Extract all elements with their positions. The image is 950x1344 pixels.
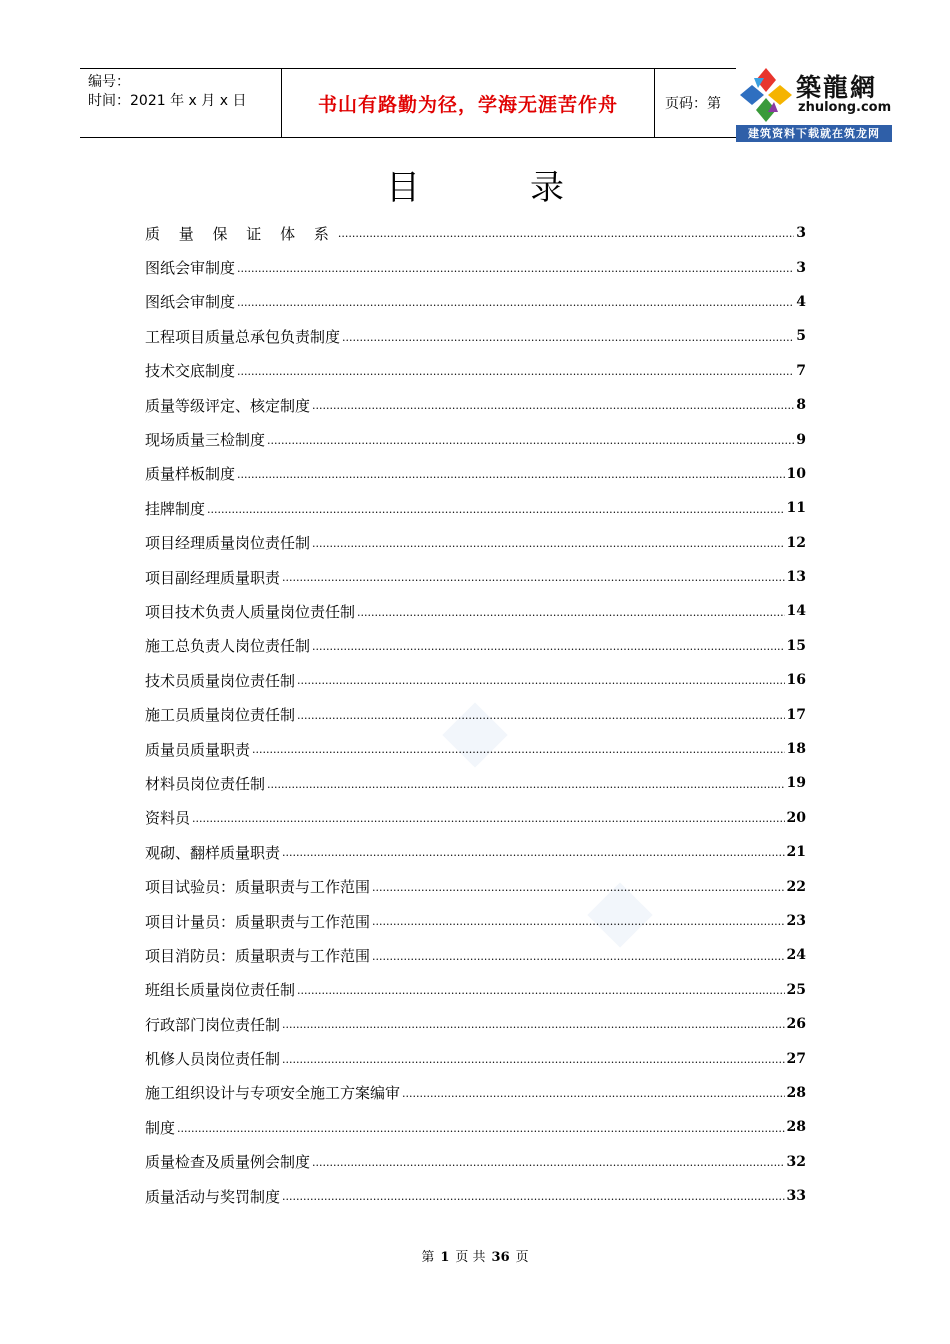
toc-entry-page: 11 [786, 500, 806, 517]
toc-entry-page: 16 [786, 672, 806, 689]
toc-entry-title: 项目计量员：质量职责与工作范围 [145, 912, 371, 931]
toc-entry[interactable] [145, 285, 806, 319]
toc-entry-title: 质 量 保 证 体 系 [145, 224, 336, 243]
toc-leader-dots [177, 1122, 785, 1145]
toc-entry[interactable] [145, 1110, 806, 1144]
toc-entry-page: 17 [786, 706, 806, 723]
toc-entry-title: 施工员质量岗位责任制 [145, 706, 296, 725]
toc-entry-title: 班组长质量岗位责任制 [145, 981, 296, 1000]
toc-entry-page: 28 [786, 1084, 806, 1101]
toc-entry[interactable] [145, 1145, 806, 1179]
toc-entry[interactable] [145, 1179, 806, 1213]
zhulong-logo [736, 66, 892, 142]
toc-entry-page: 9 [796, 431, 806, 448]
doc-date-label: 时间：2021 年 x 月 x 日 [88, 93, 247, 109]
toc-entry-page: 5 [796, 328, 806, 345]
toc-entry[interactable] [145, 938, 806, 972]
toc-entry[interactable] [145, 457, 806, 491]
toc-entry-title: 图纸会审制度 [145, 259, 236, 278]
toc-entry[interactable] [145, 869, 806, 903]
toc-entry[interactable] [145, 1076, 806, 1110]
toc-entry-page: 12 [786, 534, 806, 551]
toc-entry-page: 3 [796, 259, 806, 276]
toc-entry-title: 观砌、翻样质量职责 [145, 843, 281, 862]
toc-entry-title: 技术交底制度 [145, 362, 236, 381]
toc-leader-dots [312, 537, 785, 560]
logo-slogan: 建筑资料下载就在筑龙网 [736, 125, 892, 142]
zhulong-logo-icon [736, 66, 796, 124]
toc-entry[interactable] [145, 388, 806, 422]
footer-current-page: 1 [440, 1250, 450, 1265]
toc-entry-page: 8 [796, 397, 806, 414]
toc-entry[interactable] [145, 1041, 806, 1075]
toc-entry-title: 图纸会审制度 [145, 293, 236, 312]
toc-entry[interactable] [145, 560, 806, 594]
toc-entry-page: 13 [786, 569, 806, 586]
footer-middle: 页 共 [455, 1250, 486, 1265]
toc-entry[interactable] [145, 801, 806, 835]
title-part-2: 录 [530, 168, 564, 208]
toc-entry[interactable] [145, 216, 806, 250]
toc-leader-dots [372, 881, 785, 904]
toc-entry-page: 22 [786, 878, 806, 895]
toc-leader-dots [237, 262, 794, 285]
toc-entry-page: 33 [786, 1188, 806, 1205]
toc-entry-page: 25 [786, 981, 806, 998]
toc-leader-dots [402, 1087, 785, 1110]
toc-leader-dots [282, 1018, 785, 1041]
toc-entry[interactable] [145, 250, 806, 284]
toc-entry[interactable] [145, 422, 806, 456]
toc-entry-title: 施工组织设计与专项安全施工方案编审 [145, 1084, 401, 1103]
page-label: 页码：第 [665, 96, 721, 112]
header-info [80, 69, 282, 137]
page-title [0, 160, 950, 209]
toc-leader-dots [207, 503, 785, 526]
toc-entry-title: 工程项目质量总承包负责制度 [145, 327, 341, 346]
toc-leader-dots [282, 1053, 785, 1076]
toc-leader-dots [192, 812, 785, 835]
toc-entry-title: 材料员岗位责任制 [145, 774, 266, 793]
toc-entry-page: 27 [786, 1050, 806, 1067]
toc-leader-dots [267, 778, 785, 801]
toc-entry-title: 资料员 [145, 809, 191, 828]
toc-entry-page: 7 [796, 362, 806, 379]
toc-entry-title: 质量活动与奖罚制度 [145, 1187, 281, 1206]
footer-prefix: 第 [421, 1250, 435, 1265]
toc-entry-page: 20 [786, 809, 806, 826]
toc-leader-dots [237, 296, 794, 319]
toc-entry[interactable] [145, 904, 806, 938]
toc-entry-title: 质量样板制度 [145, 465, 236, 484]
header-motto: 书山有路勤为径，学海无涯苦作舟 [282, 69, 655, 137]
toc-entry-title: 项目技术负责人质量岗位责任制 [145, 602, 356, 621]
footer-total-pages: 36 [491, 1250, 510, 1265]
toc-entry-title: 现场质量三检制度 [145, 431, 266, 450]
logo-domain: zhulong.com [798, 100, 892, 115]
toc-entry-page: 23 [786, 913, 806, 929]
toc-entry-page: 18 [786, 741, 806, 758]
toc-entry-page: 24 [786, 947, 806, 964]
toc-entry[interactable] [145, 354, 806, 388]
toc-entry-title: 项目副经理质量职责 [145, 568, 281, 587]
toc-entry-title: 项目经理质量岗位责任制 [145, 534, 311, 553]
toc-leader-dots [282, 846, 785, 869]
toc-entry[interactable] [145, 1007, 806, 1041]
toc-leader-dots [237, 468, 785, 491]
toc-entry[interactable] [145, 594, 806, 628]
toc-entry-title: 制度 [145, 1118, 176, 1137]
toc-entry[interactable] [145, 491, 806, 525]
toc-entry-page: 14 [786, 603, 806, 620]
doc-code-label: 编号： [88, 74, 130, 90]
toc-leader-dots [372, 915, 785, 938]
toc-leader-dots [297, 984, 785, 1007]
toc-entry-page: 21 [786, 844, 806, 861]
toc-entry[interactable] [145, 973, 806, 1007]
toc-entry-page: 4 [796, 293, 806, 310]
toc-entry-title: 项目消防员：质量职责与工作范围 [145, 946, 371, 965]
toc-leader-dots [297, 674, 785, 697]
toc-leader-dots [282, 571, 785, 594]
toc-entry-title: 项目试验员：质量职责与工作范围 [145, 878, 371, 897]
toc-entry[interactable] [145, 629, 806, 663]
toc-entry-title: 质量检查及质量例会制度 [145, 1153, 311, 1172]
table-of-contents [145, 216, 806, 1213]
toc-entry-title: 质量等级评定、核定制度 [145, 396, 311, 415]
toc-entry[interactable] [145, 697, 806, 731]
toc-entry-title: 挂牌制度 [145, 499, 206, 518]
toc-entry[interactable] [145, 732, 806, 766]
logo-chinese-name: 築龍網 [796, 73, 878, 102]
toc-entry-title: 机修人员岗位责任制 [145, 1050, 281, 1069]
toc-entry-page: 15 [786, 637, 806, 654]
toc-entry-page: 28 [786, 1119, 806, 1136]
toc-leader-dots [372, 950, 785, 973]
toc-leader-dots [312, 1156, 785, 1179]
toc-entry-page: 32 [786, 1153, 806, 1170]
title-part-1: 目 [386, 168, 420, 208]
toc-entry-title: 施工总负责人岗位责任制 [145, 637, 311, 656]
toc-leader-dots [252, 743, 785, 766]
toc-entry-title: 行政部门岗位责任制 [145, 1015, 281, 1034]
toc-leader-dots [297, 709, 785, 732]
toc-entry[interactable] [145, 663, 806, 697]
toc-leader-dots [282, 1190, 785, 1213]
toc-entry-page: 10 [786, 465, 806, 482]
toc-entry-page: 19 [786, 775, 806, 792]
toc-entry-page: 26 [786, 1016, 806, 1033]
toc-leader-dots [312, 399, 794, 422]
toc-entry[interactable] [145, 526, 806, 560]
toc-entry[interactable] [145, 835, 806, 869]
toc-entry[interactable] [145, 319, 806, 353]
toc-leader-dots [357, 606, 785, 629]
toc-leader-dots [342, 331, 794, 354]
toc-entry[interactable] [145, 766, 806, 800]
toc-entry-title: 技术员质量岗位责任制 [145, 671, 296, 690]
footer-suffix: 页 [515, 1250, 529, 1265]
toc-leader-dots [338, 227, 794, 250]
page-footer [0, 1246, 950, 1265]
toc-leader-dots [267, 434, 794, 457]
toc-leader-dots [237, 365, 794, 388]
toc-leader-dots [312, 640, 785, 663]
toc-entry-title: 质量员质量职责 [145, 740, 251, 759]
toc-entry-page: 3 [796, 225, 806, 242]
